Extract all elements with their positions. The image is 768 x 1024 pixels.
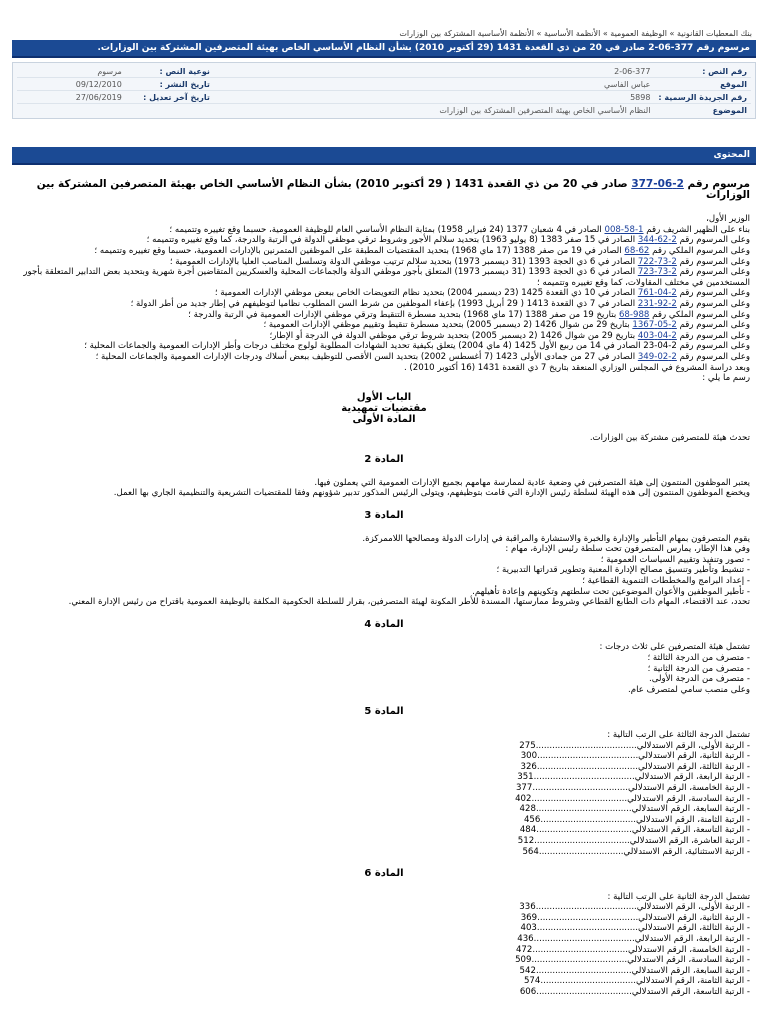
rank-line: - الرتبة العاشرة، الرقم الاستدلالي...................................512 [517,835,750,846]
article-2-title: المادة 2 [364,454,404,466]
article-2-body [18,478,750,499]
rank-line: - الرتبة التاسعة، الرقم الاستدلالي...................................606 [519,987,750,998]
breadcrumb: بنك المعطيات القانونية » الوظيفة العمومية » الأنظمة الأساسية » الأنظمة الأساسية المشتركة بين الوزارات [399,29,752,38]
metadata-value [17,104,126,117]
preamble-text: وعلى المرسوم الملكي رقم [649,245,750,256]
preamble-text: الصادر في 15 صفر 1383 (8 يوليو 1963) بتحديد سلالم الأجور وشروط ترقي موظفي الدولة في الرتبة والدرجة، كما وقع تغييره وتتميمه ؛ [146,235,638,246]
paragraph: ويخضع الموظفون المنتمون إلى هذه الهيئة لسلطة رئيس الإدارة التي قامت بتوظيفهم، ويتولى الرئيس المذكور تدبير شؤونهم وفقا للمقتضيات التشريعية والتنظيمية الجاري بها العمل. [113,488,750,499]
preamble-paragraph [18,299,750,310]
rank-line: - الرتبة الأولى، الرقم الاستدلالي.....................................336 [519,902,750,913]
preamble-text: الصادر في 10 ذي القعدة 1425 (23 ديسمبر 2004) بتحديد نظام التعويضات الخاص ببعض موظفي الإدارات العمومية ؛ [214,288,638,299]
rank-line: - الرتبة الثامنة، الرقم الاستدلالي...................................574 [523,976,750,987]
article-5-title: المادة 5 [364,706,404,718]
title-text: صادر في 20 من ذي القعدة 1431 ( 29 أكتوبر 2010) بشأن النظام الأساسي الخاص بهيئة المتصرفين المشتركة بين الوزارات [36,178,750,201]
breadcrumb-item[interactable]: بنك المعطيات القانونية [677,29,752,38]
preamble-paragraph [18,363,750,374]
paragraph: - متصرف من الدرجة الثانية ؛ [647,663,750,674]
paragraph: - متصرف من الدرجة الأولى. [648,674,750,685]
decree-reference-link[interactable]: 62-68 [624,245,650,256]
decree-reference-link[interactable]: 988-68 [618,309,650,320]
chapter-title: الباب الأول [356,391,412,403]
preamble-paragraph [18,257,750,268]
preamble-paragraph [18,310,750,321]
paragraph: يعتبر الموظفون المنتمون إلى هيئة المتصرفين في وضعية عادية لممارسة مهامهم بجميع الإدارات العمومية التي يعملون فيها. [314,477,750,488]
rank-line: - الرتبة السابعة، الرقم الاستدلالي...................................542 [519,965,750,976]
preamble-text: الصادر في 19 من صفر 1388 (17 ماي 1968) بتحديد المقتضيات المطبقة على الموظفين المتمرنين بالإدارات العمومية، حسبما وقع تغييره وتتميمه ؛ [94,245,625,256]
rank-line: - الرتبة السادسة، الرقم الاستدلالي...................................402 [515,793,750,804]
preamble-text: الصادر في 6 ذي الحجة 1393 (31 ديسمبر 1973) المتعلق بأجور موظفي الدولة والجماعات المحلية والعسكريين المتقاضين أجرة شهرية وبتحديد بعض التدابير المتعلقة بأجور المستخدمين في مختلف المقاولات، كما وقع تغييره وتتميمه ؛ [23,267,750,288]
rank-line: - الرتبة الاستثنائية، الرقم الاستدلالي...............................564 [522,846,750,857]
preamble-text: بتاريخ 19 من صفر 1388 (17 ماي 1968) بتحديد مسطرة التنقيط وترقي موظفي الإدارات العمومية في الرتبة والدرجة ؛ [188,309,619,320]
preamble-paragraph [18,352,750,363]
decree-reference-link[interactable]: 2-02-349 [637,351,677,362]
rank-line: - الرتبة الثالثة، الرقم الاستدلالي.....................................403 [520,923,750,934]
metadata-label: تاريخ آخر تعديل : [126,91,214,104]
document-title [18,179,750,200]
paragraph: - تنشيط وتأطير وتنسيق مصالح الإدارة المعنية وتطوير قدراتها التدبيرية ؛ [496,565,750,576]
preamble-text: بتاريخ 29 من شوال 1426 (2 ديسمبر 2005) بتحديد شروط ترقي موظفي الدولة في الدرجة أو الإطار؛ [269,330,638,341]
paragraph: - تصور وتنفيذ وتقييم السياسات العمومية ؛ [600,554,750,565]
decree-reference-link[interactable]: 2-92-231 [637,298,677,309]
metadata-value: 5898 [214,91,655,104]
rank-line: - الرتبة الخامسة، الرقم الاستدلالي...................................472 [515,944,750,955]
decree-reference-link[interactable]: 2-04-761 [637,288,677,299]
preamble-paragraph [18,331,750,342]
article-3-body [18,534,750,608]
rank-line: - الرتبة الثامنة، الرقم الاستدلالي...................................456 [523,814,750,825]
title-prefix: مرسوم رقم [683,178,750,190]
breadcrumb-item[interactable]: الوظيفة العمومية [610,29,668,38]
preamble-text: وعلى المرسوم رقم [676,267,750,278]
decree-reference-link[interactable]: 2-05-1367 [632,320,677,331]
article-1-body [18,433,750,444]
decree-reference-link[interactable]: 2-73-722 [637,256,677,267]
preamble-paragraph [18,267,750,288]
article-3-title: المادة 3 [364,510,404,522]
document-body [12,165,756,998]
preamble-text: رسم ما يلي : [702,373,750,384]
article-1-title: المادة الأولى [352,413,416,425]
preamble-text: وعلى المرسوم الملكي رقم [649,309,750,320]
preamble-text: وعلى المرسوم رقم 2-04-23 الصادر في 14 من ربيع الأول 1425 (4 ماي 2004) يتعلق بكيفية تحديد الشهادات المطلوبة لولوج مختلف درجات وأطر الإدارات العمومية والجماعات المحلية ؛ [84,341,750,352]
preamble-paragraph [18,288,750,299]
preamble-paragraph [18,320,750,331]
metadata-label: الموقع [654,78,751,91]
metadata-label: تاريخ النشر : [126,78,214,91]
paragraph: تحدد، عند الاقتضاء، المهام ذات الطابع القطاعي وشروط ممارستها، المسندة للأطر المكونة لهيئة المتصرفين، بقرار للسلطة الحكومية المكلفة بالوظيفة العمومية باقتراح من رئيس الإدارة المعني. [68,597,750,608]
paragraph: يقوم المتصرفون بمهام التأطير والإدارة والخبرة والاستشارة والمراقبة في إدارات الدولة ومصالحها اللاممركزة. [362,533,750,544]
rank-line: - الرتبة الرابعة، الرقم الاستدلالي.....................................351 [517,772,750,783]
preamble-paragraph [18,373,750,384]
rank-line: - الرتبة السابعة، الرقم الاستدلالي...................................428 [519,804,750,815]
metadata-panel [12,62,756,119]
preamble-text: وعلى المرسوم رقم [676,235,750,246]
preamble-text: الصادر في 6 ذي الحجة 1393 (31 ديسمبر 1973) بتحديد سلالم ترتيب موظفي الدولة وتسلسل المناصب العليا بالإدارات العمومية ؛ [169,256,638,267]
breadcrumb-item[interactable]: الأنظمة الأساسية [543,29,601,38]
metadata-label: رقم الجريدة الرسمية : [654,91,751,104]
page-title: مرسوم رقم 377-06-2 صادر في 20 من ذي القعدة 1431 (29 أكتوبر 2010) بشأن النظام الأساسي الخاص بهيئة المتصرفين المشتركة بين الوزارات. [12,40,756,58]
preamble-text: وعلى المرسوم رقم [676,320,750,331]
article-5-ranks [18,741,750,858]
article-5-intro: تشتمل الدرجة الثالثة على الرتب التالية : [607,729,750,740]
metadata-row [17,91,751,104]
paragraph: وعلى منصب سامي لمتصرف عام. [628,684,750,695]
preamble-paragraph [18,214,750,225]
metadata-value: النظام الأساسي الخاص بهيئة المتصرفين المشتركة بين الوزارات [214,104,655,117]
decree-reference-link[interactable]: 2-04-403 [637,330,677,341]
rank-line: - الرتبة الرابعة، الرقم الاستدلالي.....................................436 [517,934,750,945]
article-4-body [18,642,750,695]
metadata-row [17,65,751,78]
rank-line: - الرتبة السادسة، الرقم الاستدلالي...................................509 [515,955,750,966]
rank-line: - الرتبة الثانية، الرقم الاستدلالي.....................................300 [520,751,750,762]
rank-line: - الرتبة الخامسة، الرقم الاستدلالي...................................377 [515,782,750,793]
metadata-label: الموضوع [654,104,751,117]
rank-line: - الرتبة الثانية، الرقم الاستدلالي.....................................369 [520,912,750,923]
preamble-text: بتاريخ 29 من شوال 1426 (2 ديسمبر 2005) بتحديد مسطرة تنقيط وتقييم موظفي الإدارات العمومية ؛ [263,320,633,331]
preamble-text: وعلى المرسوم رقم [676,330,750,341]
preamble-paragraph [18,235,750,246]
metadata-value: مرسوم [97,66,122,76]
preamble-text: الوزير الأول، [706,214,750,225]
decree-link[interactable]: 2-06-377 [631,178,684,190]
paragraph: - إعداد البرامج والمخططات التنموية القطاعية ؛ [582,576,750,587]
metadata-table [17,65,751,116]
paragraph: - تأطير الموظفين والأعوان الموضوعين تحت سلطتهم وتكوينهم وإعادة تأهيلهم. [472,586,750,597]
rank-line: - الرتبة الثالثة، الرقم الاستدلالي.....................................326 [520,761,750,772]
preamble-text: الصادر في 4 شعبان 1377 (24 فبراير 1958) بمثابة النظام الأساسي العام للوظيفة العمومية، حسبما وقع تغييره وتتميمه ؛ [169,224,605,235]
preamble [18,214,750,384]
page [12,0,756,998]
metadata-value: 09/12/2010 [17,78,126,91]
rank-line: - الرتبة التاسعة، الرقم الاستدلالي...................................484 [519,825,750,836]
paragraph: وفي هذا الإطار، يمارس المتصرفون تحت سلطة رئيس الإدارة، مهام : [505,544,750,555]
preamble-text: وعلى المرسوم رقم [676,351,750,362]
preamble-text: بناء على الظهير الشريف رقم [643,224,750,235]
preamble-paragraph [18,341,750,352]
preamble-paragraph [18,246,750,257]
decree-reference-link[interactable]: 2-73-723 [637,267,677,278]
metadata-label: رقم النص : [702,66,747,76]
preamble-text: وعلى المرسوم رقم [676,288,750,299]
metadata-value: 27/06/2019 [17,91,126,104]
preamble-text: وعلى المرسوم رقم [676,298,750,309]
paragraph: تشتمل هيئة المتصرفين على ثلاث درجات : [599,642,750,653]
content-header: المحتوى [12,147,756,165]
metadata-value: 2-06-377 [614,66,651,76]
article-4-title: المادة 4 [364,618,404,630]
paragraph: - متصرف من الدرجة الثالثة ؛ [647,653,750,663]
decree-reference-link[interactable]: 2-62-344 [637,235,677,246]
article-6-ranks [18,902,750,997]
preamble-text: وبعد دراسة المشروع في المجلس الوزاري المنعقد بتاريخ 7 ذي القعدة 1431 (16 أكتوبر 2010) . [403,362,750,373]
metadata-label [126,104,214,117]
breadcrumb-item[interactable]: الأنظمة الأساسية المشتركة بين الوزارات [399,29,534,38]
metadata-row [17,78,751,91]
decree-reference-link[interactable]: 1-58-008 [604,224,644,235]
metadata-value: عباس الفاسي [214,78,655,91]
paragraph: تحدث هيئة للمتصرفين مشتركة بين الوزارات. [589,432,750,443]
metadata-row [17,104,751,117]
chapter-subtitle: مقتضيات تمهيدية [341,402,427,414]
preamble-text: وعلى المرسوم رقم [676,256,750,267]
preamble-paragraph [18,225,750,236]
metadata-label: نوعية النص : [159,66,210,76]
rank-line: - الرتبة الأولى، الرقم الاستدلالي.....................................275 [519,740,750,751]
article-6-title: المادة 6 [364,868,404,880]
preamble-text: الصادر في 7 ذي القعدة 1413 ( 29 أبريل 1993) بإعفاء الموظفين من شرط السن المطلوب نظاميا لتوظيفهم في إطار جديد من أطر الدولة ؛ [130,298,638,309]
article-6-intro: تشتمل الدرجة الثانية على الرتب التالية : [607,891,750,902]
preamble-text: الصادر في 27 من جمادى الأولى 1423 (7 أغسطس 2002) بتحديد السن الأقصى للتوظيف ببعض أسلاك ودرجات الإدارات العمومية والجماعات المحلية ؛ [95,351,638,362]
